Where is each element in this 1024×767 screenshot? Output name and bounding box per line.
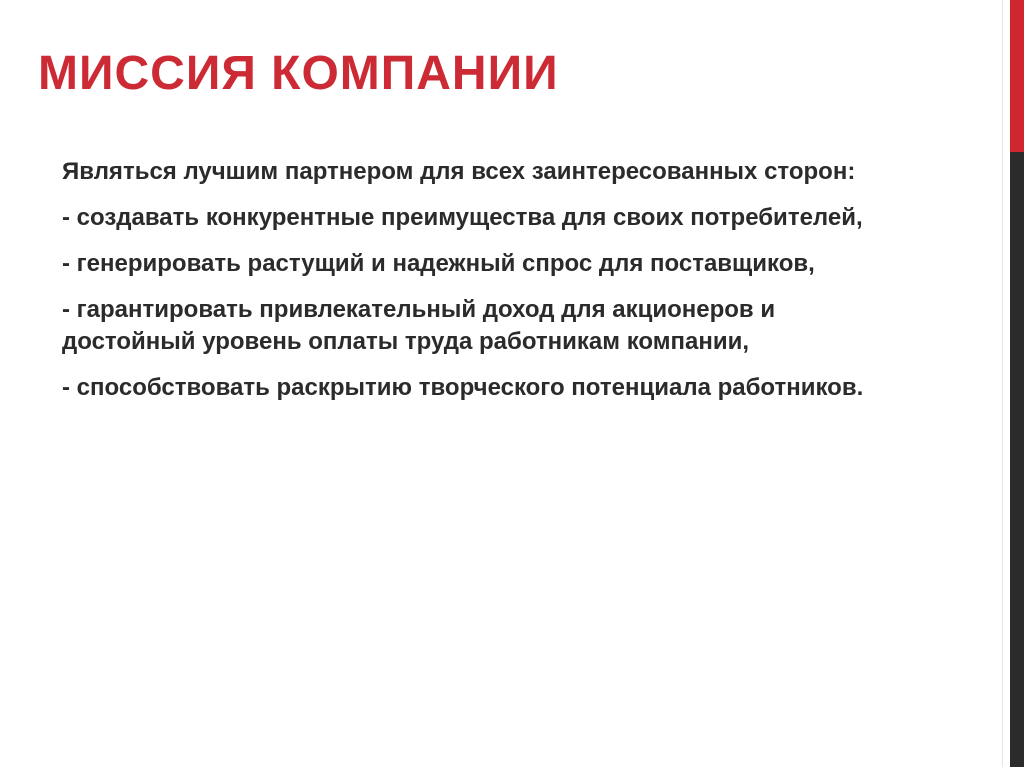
mission-intro: Являться лучшим партнером для всех заинтересованных сторон:: [62, 158, 856, 185]
mission-point-shareholders: - гарантировать привлекательный доход для акционеров и достойный уровень оплаты труда работникам компании,: [62, 296, 776, 355]
accent-bar-dark: [1010, 152, 1024, 767]
mission-point-consumers: - создавать конкурентные преимущества для своих потребителей,: [62, 204, 863, 231]
slide-body: [62, 156, 912, 418]
slide-title: МИССИЯ КОМПАНИИ: [38, 47, 559, 100]
accent-bar-red: [1010, 0, 1024, 152]
mission-point-employees: - способствовать раскрытию творческого потенциала работников.: [62, 374, 864, 401]
side-divider-line: [1002, 0, 1003, 767]
mission-point-suppliers: - генерировать растущий и надежный спрос для поставщиков,: [62, 250, 815, 277]
